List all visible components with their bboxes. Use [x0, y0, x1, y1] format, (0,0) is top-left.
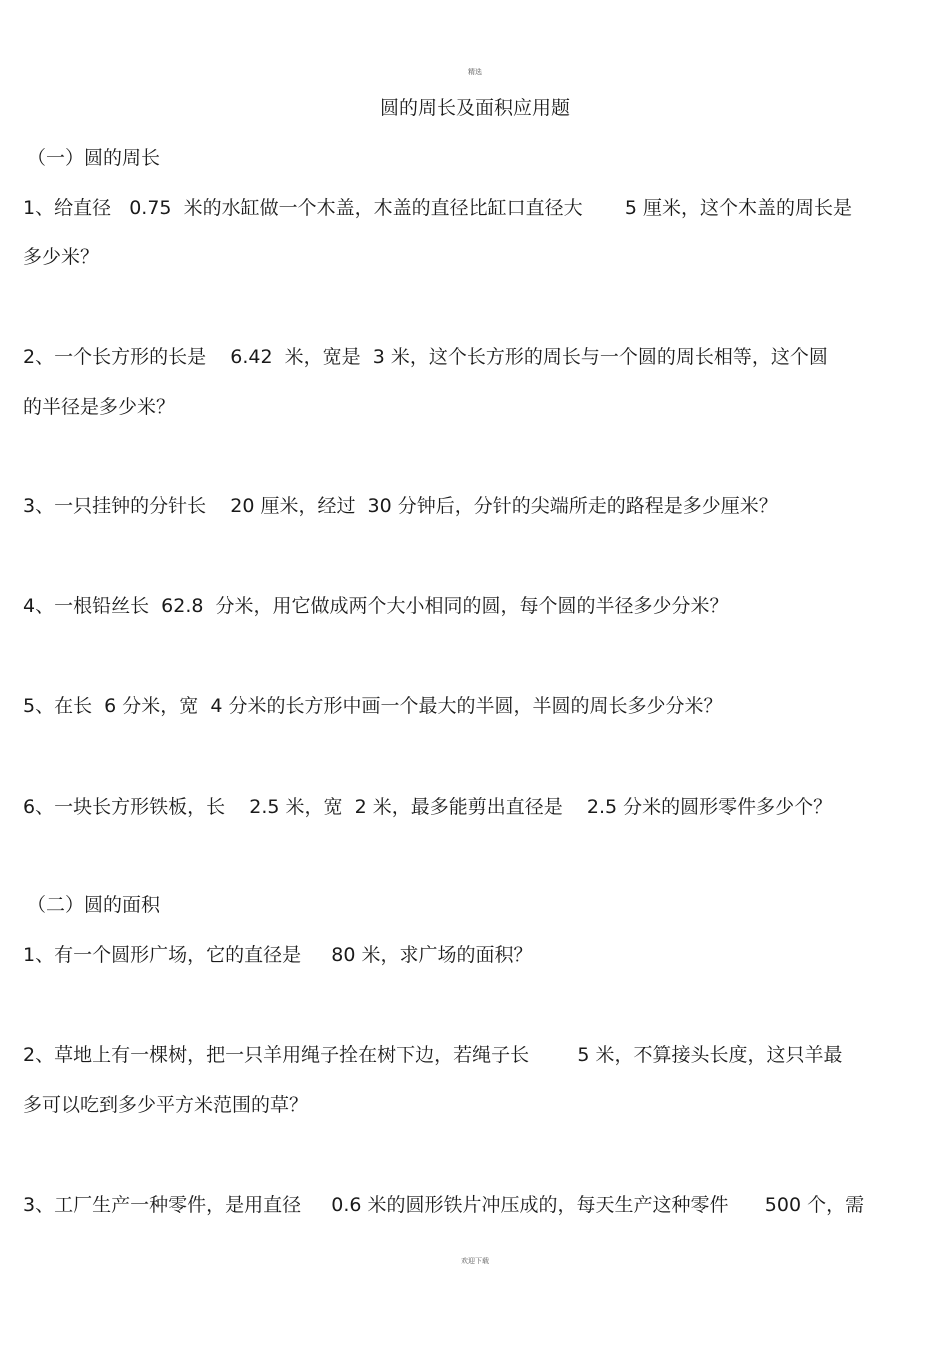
question-1-4: 4、一根铅丝长 62.8 分米，用它做成两个大小相同的圆，每个圆的半径多少分米？	[23, 595, 729, 617]
question-1-3: 3、一只挂钟的分针长 20 厘米，经过 30 分钟后，分针的尖端所走的路程是多少厘米？	[23, 495, 778, 517]
question-1-1-line-2: 多少米？	[23, 246, 100, 268]
footer-mark: 欢迎下载	[461, 1257, 489, 1265]
page-title: 圆的周长及面积应用题	[379, 97, 570, 119]
question-1-6: 6、一块长方形铁板，长 2.5 米，宽 2 米，最多能剪出直径是 2.5 分米的圆形零件多少个？	[23, 796, 833, 818]
question-2-3-line-1: 3、工厂生产一种零件，是用直径 0.6 米的圆形铁片冲压成的，每天生产这种零件 500 个，需	[23, 1194, 865, 1216]
question-1-5: 5、在长 6 分米，宽 4 分米的长方形中画一个最大的半圆，半圆的周长多少分米？	[23, 695, 723, 717]
question-1-2-line-2: 的半径是多少米？	[23, 396, 176, 418]
question-2-2-line-1: 2、草地上有一棵树，把一只羊用绳子拴在树下边，若绳子长 5 米，不算接头长度，这只羊最	[23, 1044, 843, 1066]
question-1-1-line-1: 1、给直径 0.75 米的水缸做一个木盖，木盖的直径比缸口直径大 5 厘米，这个木盖的周长是	[23, 197, 852, 219]
header-mark: 精选	[468, 68, 482, 76]
question-2-1: 1、有一个圆形广场，它的直径是 80 米，求广场的面积？	[23, 944, 533, 966]
section-heading-area: （二）圆的面积	[27, 894, 161, 916]
question-2-2-line-2: 多可以吃到多少平方米范围的草？	[23, 1094, 309, 1116]
question-1-2-line-1: 2、一个长方形的长是 6.42 米，宽是 3 米，这个长方形的周长与一个圆的周长相等，这个圆	[23, 346, 828, 368]
section-heading-circumference: （一）圆的周长	[27, 147, 161, 169]
